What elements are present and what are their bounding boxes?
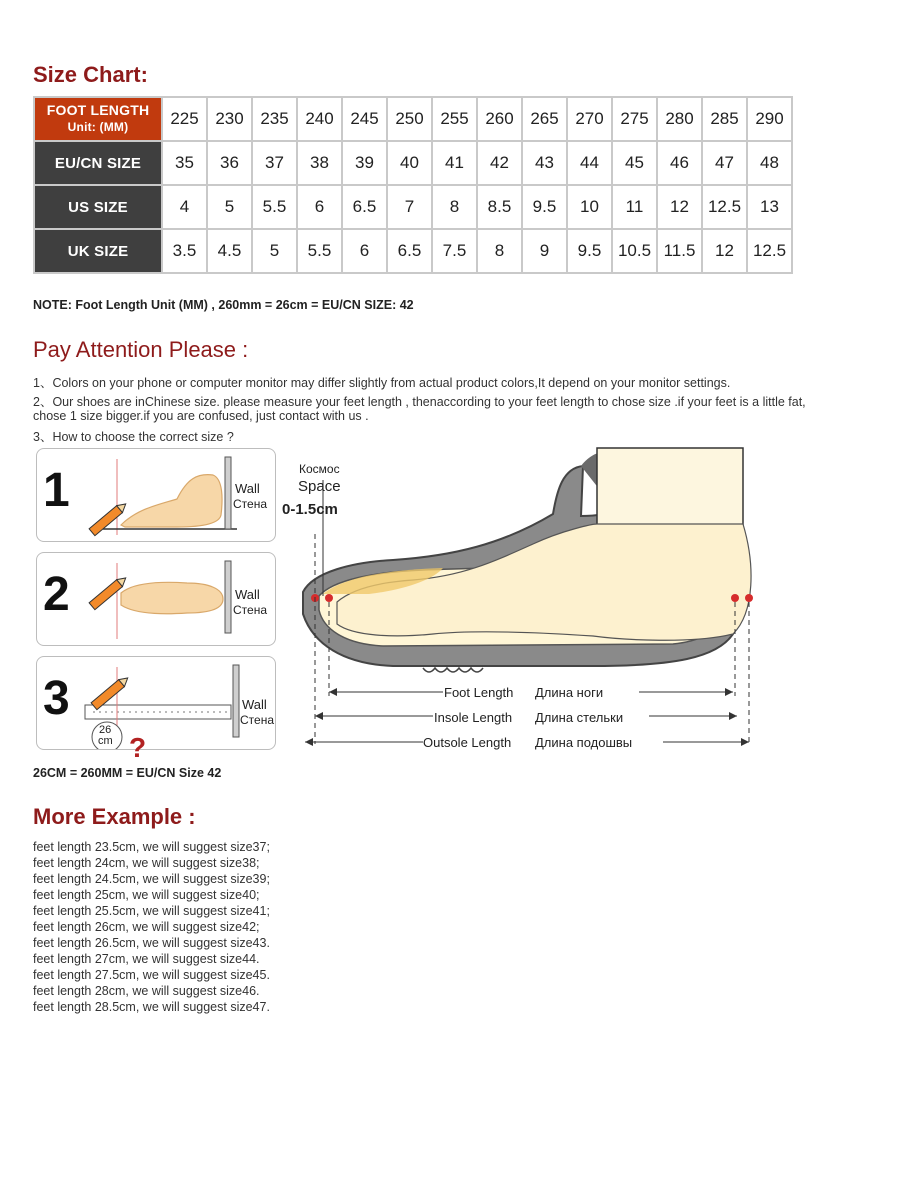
size-row <box>34 141 792 185</box>
example-line: feet length 24.5cm, we will suggest size39; <box>33 872 270 886</box>
example-line: feet length 25.5cm, we will suggest size41; <box>33 904 270 918</box>
size-cell: 255 <box>432 97 477 141</box>
step-2-panel <box>36 552 276 646</box>
size-cell: 5 <box>207 185 252 229</box>
measurement-figure <box>33 444 753 763</box>
step-3-badge-unit: cm <box>98 735 113 747</box>
size-cell: 3.5 <box>162 229 207 273</box>
size-cell: 10.5 <box>612 229 657 273</box>
step-2-wall-label: Wall <box>235 587 260 602</box>
step-2-number: 2 <box>43 568 70 621</box>
size-cell: 9 <box>522 229 567 273</box>
size-cell: 12.5 <box>702 185 747 229</box>
size-cell: 7 <box>387 185 432 229</box>
size-row-header <box>34 141 162 185</box>
size-cell: 8 <box>477 229 522 273</box>
foot-length-label-ru: Длина ноги <box>535 685 604 700</box>
size-cell: 12.5 <box>747 229 792 273</box>
step-3-wall-label-ru: Стена <box>240 713 275 727</box>
step-3-panel <box>36 656 276 750</box>
example-line: feet length 25cm, we will suggest size40; <box>33 888 260 902</box>
size-chart-title: Size Chart: <box>33 62 148 87</box>
size-cell: 260 <box>477 97 522 141</box>
outsole-length-label-ru: Длина подошвы <box>535 735 633 750</box>
attention-title: Pay Attention Please : <box>33 337 249 362</box>
size-cell: 9.5 <box>522 185 567 229</box>
space-label-ru: Космос <box>299 462 340 476</box>
step-3-wall-label: Wall <box>242 697 267 712</box>
question-mark-icon: ? <box>129 732 147 763</box>
step-3-badge-value: 26 <box>99 724 112 736</box>
size-cell: 12 <box>702 229 747 273</box>
example-line: feet length 27.5cm, we will suggest size45. <box>33 968 270 982</box>
size-row-header <box>34 97 162 141</box>
size-cell: 11 <box>612 185 657 229</box>
space-label: Space <box>298 478 341 495</box>
size-cell: 290 <box>747 97 792 141</box>
step-3-number: 3 <box>43 672 70 725</box>
size-cell: 7.5 <box>432 229 477 273</box>
size-cell: 47 <box>702 141 747 185</box>
size-cell: 240 <box>297 97 342 141</box>
size-cell: 270 <box>567 97 612 141</box>
size-cell: 6 <box>297 185 342 229</box>
size-cell: 4.5 <box>207 229 252 273</box>
examples-list <box>33 839 270 1015</box>
size-cell: 13 <box>747 185 792 229</box>
size-cell: 38 <box>297 141 342 185</box>
step-1-number: 1 <box>43 464 70 517</box>
attention-line-2: 2、Our shoes are inChinese size. please measure your feet length , thenaccording to your feet length to chose size .if your feet is a little fat, <box>33 395 806 409</box>
size-cell: 44 <box>567 141 612 185</box>
size-cell: 48 <box>747 141 792 185</box>
size-cell: 42 <box>477 141 522 185</box>
size-cell: 275 <box>612 97 657 141</box>
row-header-label: US SIZE <box>68 198 128 216</box>
size-cell: 35 <box>162 141 207 185</box>
row-header-label: UK SIZE <box>67 242 129 260</box>
size-cell: 235 <box>252 97 297 141</box>
size-cell: 46 <box>657 141 702 185</box>
size-table <box>33 96 793 274</box>
size-cell: 225 <box>162 97 207 141</box>
size-cell: 12 <box>657 185 702 229</box>
size-row-header <box>34 229 162 273</box>
insole-length-label-ru: Длина стельки <box>535 710 624 725</box>
example-line: feet length 26cm, we will suggest size42; <box>33 920 260 934</box>
attention-line-4: 3、How to choose the correct size ? <box>33 430 234 444</box>
attention-line-3: chose 1 size bigger.if you are confused, just contact with us . <box>33 409 369 423</box>
shoe-cross-section <box>293 444 753 760</box>
size-cell: 36 <box>207 141 252 185</box>
size-cell: 43 <box>522 141 567 185</box>
size-cell: 6.5 <box>387 229 432 273</box>
example-line: feet length 28.5cm, we will suggest size47. <box>33 1000 270 1014</box>
size-cell: 250 <box>387 97 432 141</box>
step-1-panel <box>36 448 276 542</box>
example-line: feet length 27cm, we will suggest size44. <box>33 952 260 966</box>
size-cell: 245 <box>342 97 387 141</box>
row-header-label: EU/CN SIZE <box>54 154 142 172</box>
foot-length-label: Foot Length <box>444 685 514 700</box>
size-cell: 40 <box>387 141 432 185</box>
step-3-illustration <box>37 657 275 749</box>
examples-title: More Example : <box>33 804 196 829</box>
size-cell: 39 <box>342 141 387 185</box>
size-cell: 6 <box>342 229 387 273</box>
row-header-label: FOOT LENGTH <box>46 102 150 118</box>
size-cell: 11.5 <box>657 229 702 273</box>
example-line: feet length 24cm, we will suggest size38; <box>33 856 260 870</box>
step-1-wall-label-ru: Стена <box>233 497 268 511</box>
step-1-wall-label: Wall <box>235 481 260 496</box>
size-cell: 285 <box>702 97 747 141</box>
size-cell: 37 <box>252 141 297 185</box>
example-line: feet length 23.5cm, we will suggest size37; <box>33 840 270 854</box>
size-row-header <box>34 185 162 229</box>
size-cell: 5 <box>252 229 297 273</box>
insole-length-label: Insole Length <box>434 710 513 725</box>
space-value: 0-1.5cm <box>282 501 338 518</box>
size-cell: 230 <box>207 97 252 141</box>
size-cell: 265 <box>522 97 567 141</box>
row-header-sublabel: Unit: (MM) <box>67 120 129 134</box>
attention-line-1: 1、Colors on your phone or computer monitor may differ slightly from actual product colors,It depend on your monitor settings. <box>33 376 731 390</box>
example-line: feet length 26.5cm, we will suggest size43. <box>33 936 270 950</box>
size-cell: 8 <box>432 185 477 229</box>
size-cell: 5.5 <box>297 229 342 273</box>
size-cell: 41 <box>432 141 477 185</box>
size-cell: 9.5 <box>567 229 612 273</box>
size-row <box>34 97 792 141</box>
outsole-length-label: Outsole Length <box>423 735 512 750</box>
size-cell: 280 <box>657 97 702 141</box>
size-note: NOTE: Foot Length Unit (MM) , 260mm = 26cm = EU/CN SIZE: 42 <box>33 298 414 312</box>
size-cell: 10 <box>567 185 612 229</box>
size-cell: 45 <box>612 141 657 185</box>
step-2-wall-label-ru: Стена <box>233 603 268 617</box>
size-cell: 5.5 <box>252 185 297 229</box>
size-row <box>34 229 792 273</box>
size-cell: 6.5 <box>342 185 387 229</box>
example-line: feet length 28cm, we will suggest size46. <box>33 984 260 998</box>
size-row <box>34 185 792 229</box>
size-cell: 8.5 <box>477 185 522 229</box>
figure-caption: 26CM = 260MM = EU/CN Size 42 <box>33 766 222 780</box>
size-cell: 4 <box>162 185 207 229</box>
